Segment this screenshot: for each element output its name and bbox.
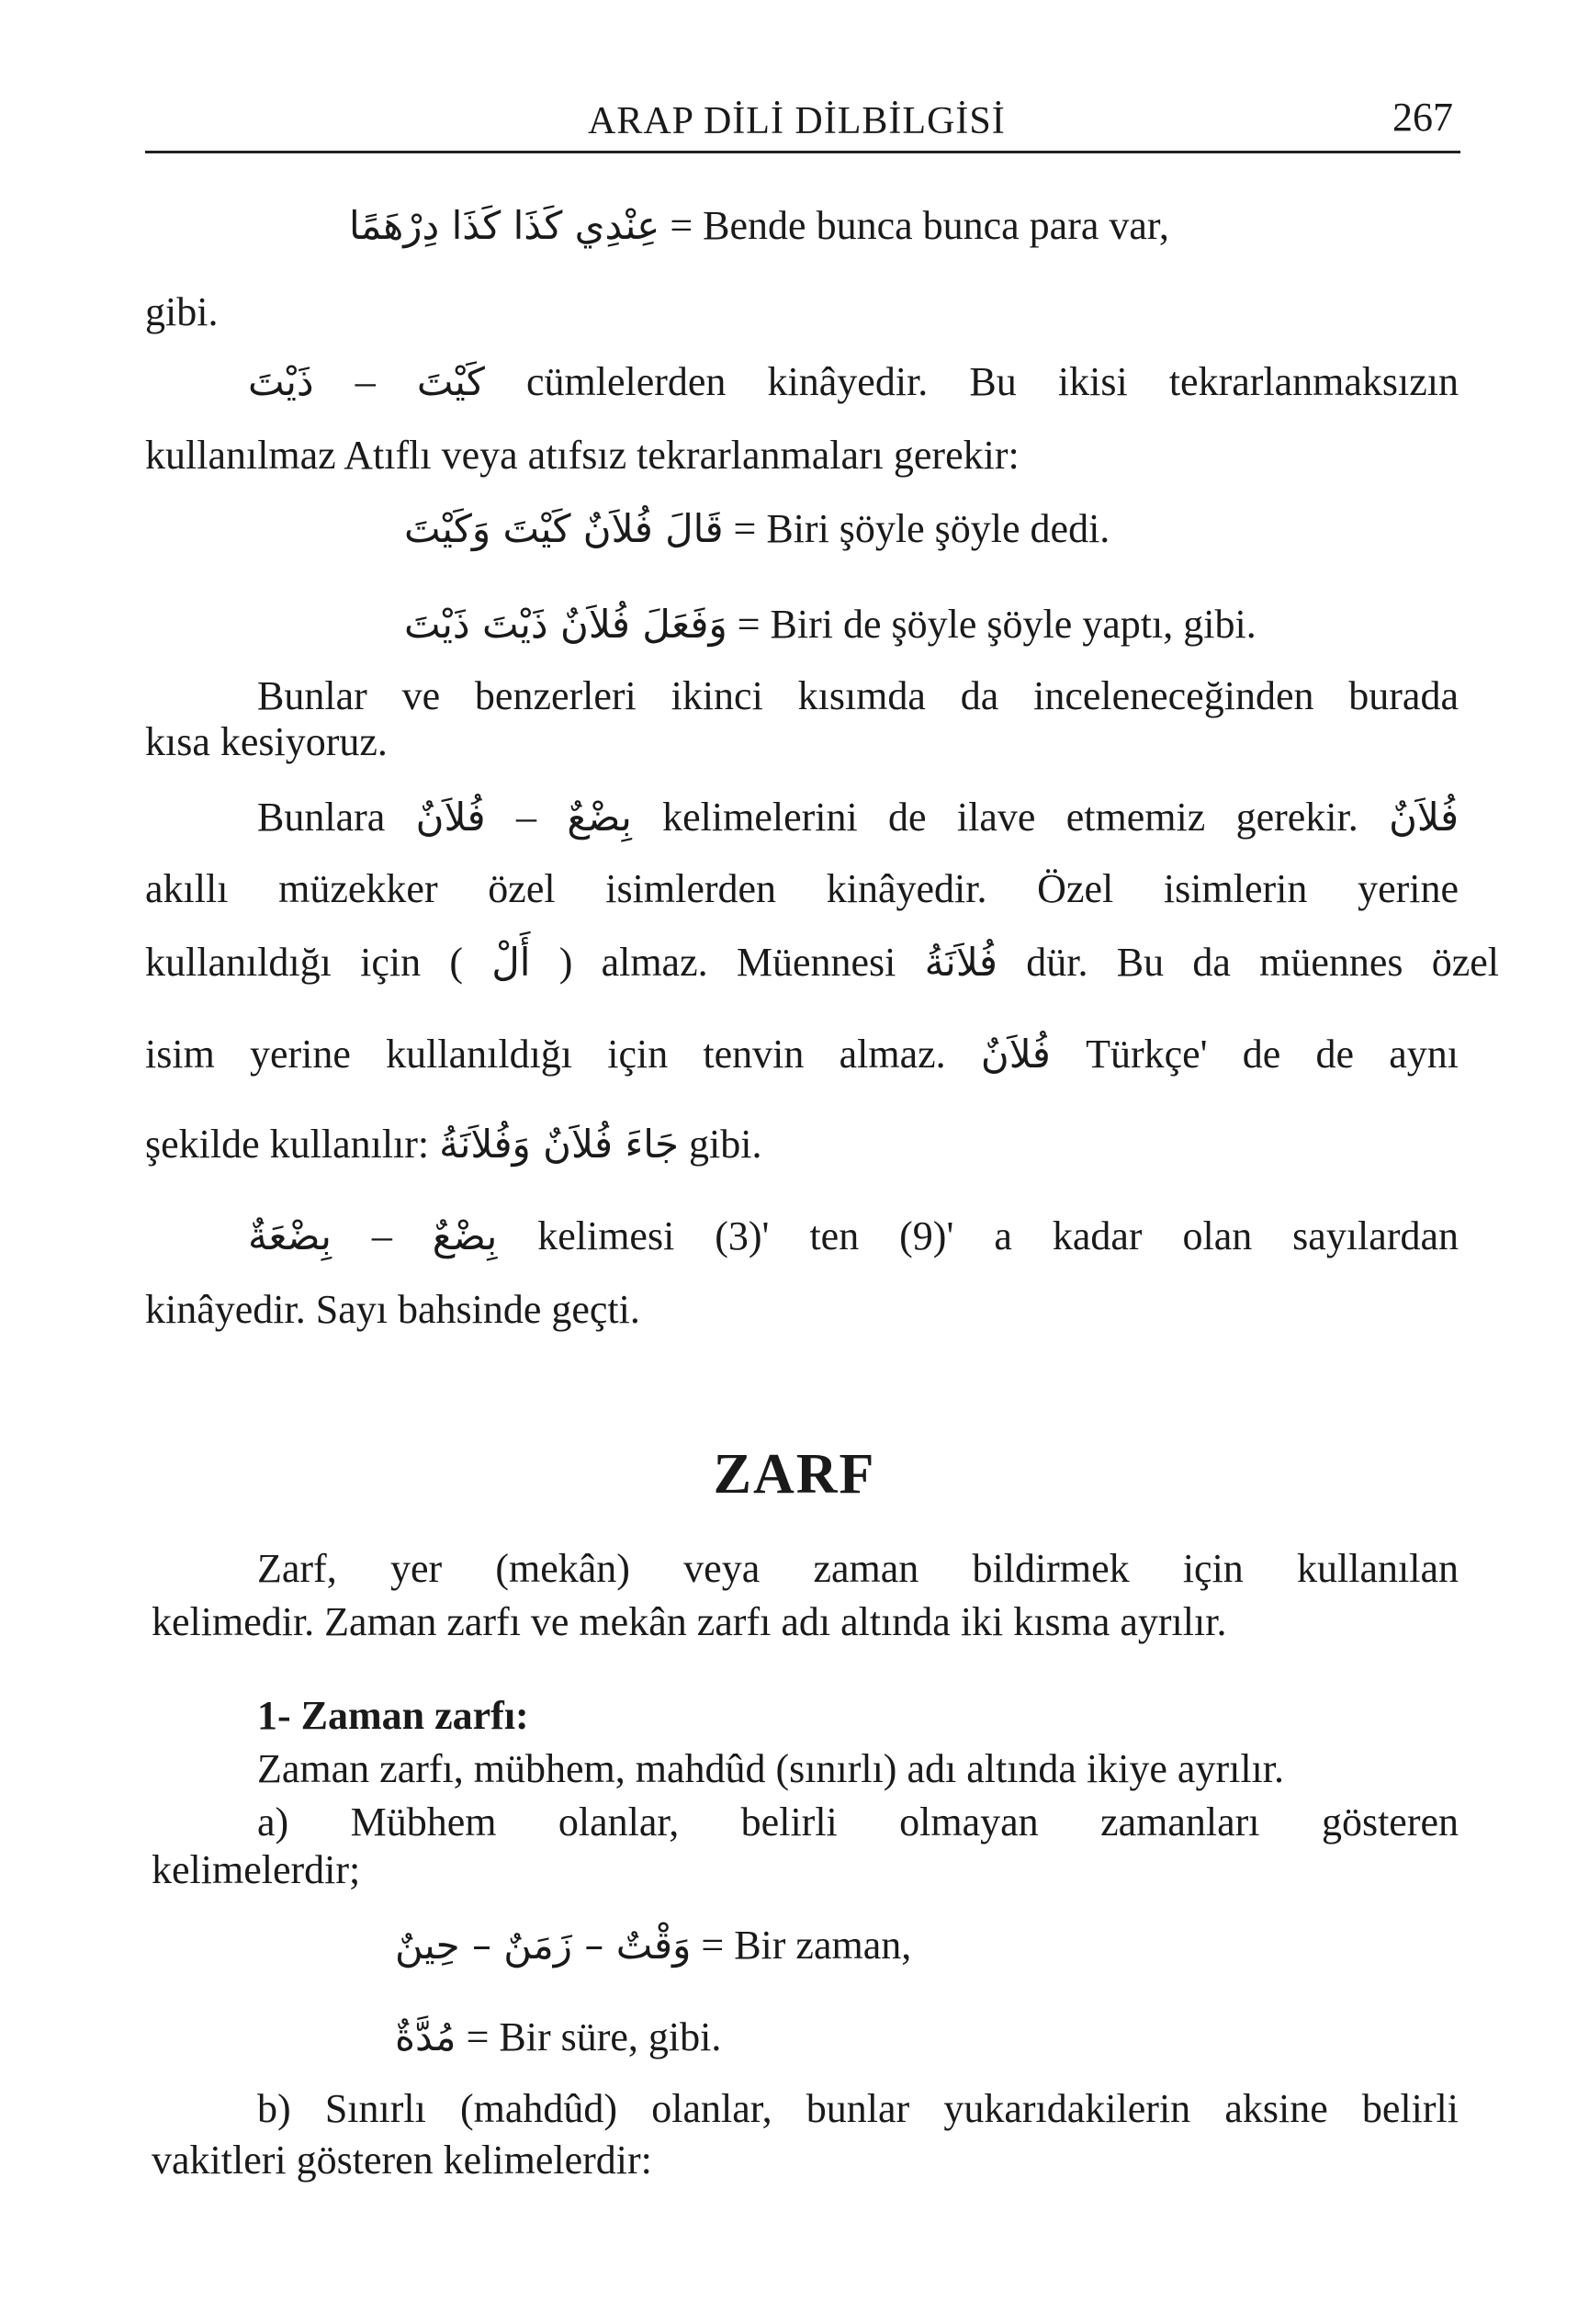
arabic-word: بِضْعٌ	[567, 795, 632, 840]
page-header	[145, 92, 1460, 153]
section-heading: ZARF	[713, 1443, 876, 1506]
paragraph-line: vakitleri gösteren kelimelerdir:	[152, 2138, 652, 2183]
arabic-word: فُلاَنَةُ	[924, 940, 998, 985]
arabic-word: بِضْعٌ	[432, 1213, 498, 1258]
arabic-word: فُلاَنٌ	[415, 795, 486, 840]
paragraph-line: kelimelerdir;	[152, 1847, 361, 1892]
paragraph-line	[257, 792, 1459, 843]
paragraph-line: kinâyedir. Sayı bahsinde geçti.	[145, 1287, 640, 1332]
arabic-word: فُلاَنٌ	[1389, 795, 1459, 840]
kinaye-line-2: kullanılmaz Atıflı veya atıfsız tekrarlanmaları gerekir:	[145, 433, 1020, 478]
translation: = Bir zaman,	[701, 1923, 912, 1968]
text: cümlelerden kinâyedir. Bu ikisi tekrarlanmaksızın	[525, 359, 1459, 404]
text: kelimesi (3)' ten (9)' a kadar olan sayılardan	[537, 1213, 1459, 1258]
kinaye-line-1	[248, 356, 1459, 408]
arabic-phrase: وَقْتٌ – زَمَنٌ – حِينٌ	[395, 1923, 692, 1968]
text: isim yerine kullanıldığı için tenvin almaz.	[145, 1032, 946, 1077]
page-number: 267	[1392, 95, 1453, 140]
translation: = Bir süre, gibi.	[466, 2014, 722, 2059]
subsection-heading: 1- Zaman zarfı:	[257, 1693, 529, 1738]
example-line-2	[404, 503, 1110, 555]
text: Bunlara	[257, 795, 386, 840]
dash: –	[355, 359, 376, 404]
arabic-word: بِضْعَةٌ	[248, 1213, 332, 1258]
text: kelimelerini de ilave etmemiz gerekir.	[662, 795, 1358, 840]
arabic-word: فُلاَنٌ	[980, 1032, 1051, 1077]
text: şekilde kullanılır:	[145, 1122, 430, 1167]
dash: –	[371, 1213, 392, 1258]
paragraph-line	[248, 1211, 1459, 1262]
paragraph-line	[145, 1119, 761, 1170]
arabic-word: أَلْ	[491, 940, 531, 985]
text: ) almaz. Müennesi	[558, 940, 896, 985]
running-title: ARAP DİLİ DİLBİLGİSİ	[588, 100, 1006, 142]
paragraph-line: Zarf, yer (mekân) veya zaman bildirmek için kullanılan	[257, 1546, 1459, 1591]
text: kullanıldığı için (	[145, 940, 463, 985]
translation: = Biri şöyle şöyle dedi.	[733, 506, 1110, 551]
arabic-phrase: عِنْدِي كَذَا كَذَا دِرْهَمًا	[349, 203, 660, 248]
paragraph-line: kelimedir. Zaman zarfı ve mekân zarfı adı altında iki kısma ayrılır.	[152, 1599, 1227, 1644]
paragraph-line	[145, 1029, 1459, 1080]
paragraph-line: Bunlar ve benzerleri ikinci kısımda da inceleneceğinden burada	[257, 673, 1459, 718]
translation: = Bende bunca bunca para var,	[670, 203, 1169, 248]
text: dür. Bu da müennes özel	[1026, 940, 1500, 985]
example-line-5	[395, 2012, 721, 2063]
arabic-phrase: جَاءَ فُلاَنٌ وَفُلاَنَةُ	[439, 1122, 679, 1167]
paragraph-line: a) Mübhem olanlar, belirli olmayan zamanları gösteren	[257, 1799, 1459, 1845]
arabic-phrase: قَالَ فُلاَنٌ كَيْتَ وَكَيْتَ	[404, 506, 724, 551]
paragraph-line: kısa kesiyoruz.	[145, 719, 388, 764]
arabic-word: مُدَّةٌ	[395, 2014, 456, 2059]
text: gibi.	[689, 1122, 762, 1167]
paragraph-line: Zaman zarfı, mübhem, mahdûd (sınırlı) adı altında ikiye ayrılır.	[257, 1746, 1285, 1791]
example-line-1	[349, 200, 1169, 252]
paragraph-line: b) Sınırlı (mahdûd) olanlar, bunlar yukarıdakilerin aksine belirli	[257, 2086, 1459, 2131]
dash: –	[515, 795, 536, 840]
arabic-word: كَيْتَ	[416, 359, 485, 404]
arabic-phrase: وَفَعَلَ فُلاَنٌ ذَيْتَ ذَيْتَ	[404, 602, 727, 647]
translation: = Biri de şöyle şöyle yaptı, gibi.	[737, 602, 1257, 647]
text: Türkçe' de de aynı	[1086, 1032, 1459, 1077]
text-line: gibi.	[145, 289, 219, 334]
arabic-word: ذَيْتَ	[248, 359, 314, 404]
paragraph-line: akıllı müzekker özel isimlerden kinâyedir. Özel isimlerin yerine	[145, 866, 1459, 911]
example-line-3	[404, 599, 1257, 650]
paragraph-line	[145, 937, 1499, 988]
example-line-4	[395, 1920, 911, 1971]
